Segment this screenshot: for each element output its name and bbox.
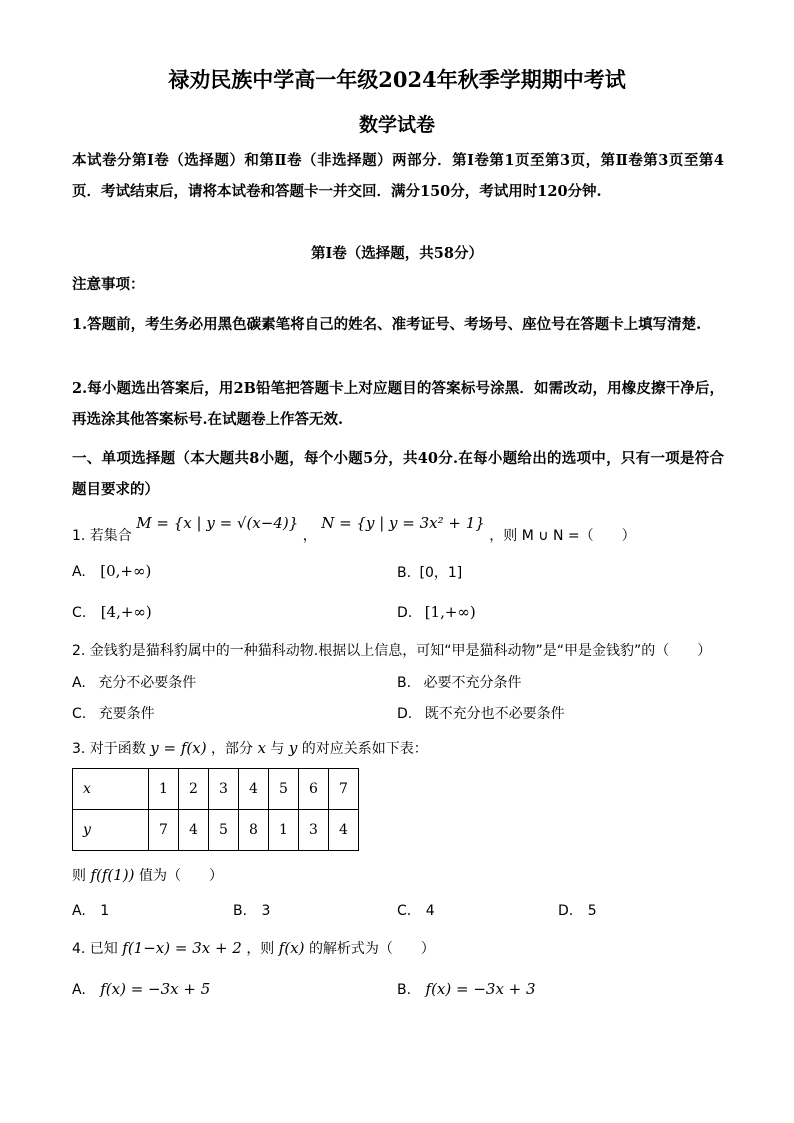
q3-option-a-value: 1: [100, 903, 110, 919]
table-cell: 5: [269, 769, 299, 810]
q1-option-d-value: [1,+∞): [424, 603, 476, 621]
question-2: 2. 金钱豹是猫科豹属中的一种猫科动物.根据以上信息，可知“甲是猫科动物”是“甲是金钱豹”的（ ）: [72, 643, 712, 659]
q3-ask-suffix: 值为（ ）: [138, 868, 223, 884]
q1-option-c-value: [4,+∞): [100, 603, 152, 621]
q3-option-d-label: D.: [558, 903, 574, 919]
q4-option-b-label: B.: [397, 982, 412, 998]
q3-table: [72, 768, 359, 851]
q2-option-a-label: A.: [72, 675, 86, 691]
q2-option-c-value: 充要条件: [98, 706, 155, 722]
q3-option-c-label: C.: [397, 903, 412, 919]
table-row: [73, 810, 359, 851]
q3-option-a[interactable]: [72, 903, 109, 919]
q1-option-c[interactable]: [72, 603, 152, 621]
q3-var-y: y: [288, 739, 298, 757]
q4-mid: ，则: [246, 941, 275, 957]
notes-item-2: 2.每小题选出答案后，用2B铅笔把答题卡上对应题目的答案标号涂黑．如需改动，用橡皮擦干净后，再选涂其他答案标号.在试题卷上作答无效.: [72, 380, 724, 428]
q3-option-c[interactable]: [397, 903, 435, 919]
q2-option-b-value: 必要不充分条件: [423, 675, 522, 691]
q2-option-a-value: 充分不必要条件: [98, 675, 197, 691]
q1-set-m: M = {x | y = √(x−4)}: [136, 514, 299, 532]
exam-intro: 本试卷分第Ⅰ卷（选择题）和第Ⅱ卷（非选择题）两部分．第Ⅰ卷第1页至第3页，第Ⅱ卷第3页至第4页．考试结束后，请将本试卷和答题卡一并交回．满分150分，考试用时120分钟.: [72, 152, 724, 200]
table-cell: 5: [209, 810, 239, 851]
q1-option-a[interactable]: [72, 562, 151, 580]
q3-option-b-label: B.: [233, 903, 248, 919]
notes-heading: 注意事项：: [72, 276, 145, 293]
exam-subtitle: 数学试卷: [358, 114, 435, 136]
q2-option-d[interactable]: [397, 703, 565, 723]
table-cell: 1: [149, 769, 179, 810]
q4-option-a-value: f(x) = −3x + 5: [100, 980, 211, 998]
q3-option-b-value: 3: [261, 903, 271, 919]
q1-prefix: 1. 若集合: [72, 528, 132, 544]
table-cell: 4: [239, 769, 269, 810]
q1-option-a-label: A.: [72, 564, 86, 580]
question-3: [72, 738, 428, 758]
q2-option-b-label: B.: [397, 675, 412, 691]
question-1: [72, 514, 636, 545]
table-cell: 1: [269, 810, 299, 851]
table-cell: 7: [149, 810, 179, 851]
q3-option-b[interactable]: [233, 903, 270, 919]
q4-option-b[interactable]: [397, 980, 536, 998]
notes-item-1: 1.答题前，考生务必用黑色碳素笔将自己的姓名、准考证号、考场号、座位号在答题卡上填写清楚.: [72, 316, 702, 333]
q1-option-d[interactable]: [397, 603, 476, 621]
q4-prefix: 4. 已知: [72, 941, 118, 957]
q4-fx: f(x): [278, 939, 305, 957]
table-cell: 6: [299, 769, 329, 810]
q1-option-b-label: B.: [397, 565, 412, 581]
q1-option-c-label: C.: [72, 605, 87, 621]
q4-option-b-value: f(x) = −3x + 3: [425, 980, 536, 998]
q3-ask-prefix: 则: [72, 868, 86, 884]
q3-stem-prefix: 3. 对于函数: [72, 741, 146, 757]
q2-option-c[interactable]: [72, 703, 155, 723]
q3-option-d-value: 5: [587, 903, 597, 919]
q2-option-a[interactable]: [72, 672, 196, 692]
q3-func: y = f(x): [150, 739, 207, 757]
question-4: [72, 938, 435, 958]
table-cell: 4: [179, 810, 209, 851]
q3-option-a-label: A.: [72, 903, 86, 919]
q4-option-a-label: A.: [72, 982, 86, 998]
table-header-x: x: [73, 769, 149, 810]
section1-heading: 一、单项选择题（本大题共8小题，每个小题5分，共40分.在每小题给出的选项中，只有一项是符合题目要求的）: [72, 450, 724, 498]
table-cell: 8: [239, 810, 269, 851]
q3-var-x: x: [257, 739, 266, 757]
q2-option-d-label: D.: [397, 706, 413, 722]
q1-option-b-value: [0，1]: [419, 565, 463, 581]
table-cell: 3: [299, 810, 329, 851]
q1-option-d-label: D.: [397, 605, 413, 621]
q3-option-c-value: 4: [425, 903, 435, 919]
table-cell: 2: [179, 769, 209, 810]
q4-option-a[interactable]: [72, 980, 210, 998]
q3-stem-and: 与: [270, 741, 285, 757]
q3-ask: [72, 865, 223, 885]
q2-option-c-label: C.: [72, 706, 87, 722]
part1-heading: 第Ⅰ卷（选择题，共58分）: [311, 245, 483, 262]
q1-ask: ，则 M ∪ N =（ ）: [489, 528, 636, 544]
q3-ask-expr: f(f(1)): [90, 866, 135, 884]
q2-option-d-value: 既不充分也不必要条件: [424, 706, 565, 722]
table-cell: 4: [329, 810, 359, 851]
table-cell: 7: [329, 769, 359, 810]
exam-title: 禄劝民族中学高一年级2024年秋季学期期中考试: [168, 67, 626, 92]
q1-option-b[interactable]: [397, 562, 462, 582]
q1-option-a-value: [0,+∞): [100, 562, 152, 580]
q1-sep: ，: [302, 528, 317, 544]
table-row: [73, 769, 359, 810]
q3-stem-suffix: 的对应关系如下表：: [301, 741, 428, 757]
q3-option-d[interactable]: [558, 903, 597, 919]
q4-given: f(1−x) = 3x + 2: [122, 939, 242, 957]
table-header-y: y: [73, 810, 149, 851]
q3-stem-mid: ，部分: [211, 741, 254, 757]
q4-suffix: 的解析式为（ ）: [308, 941, 435, 957]
q2-option-b[interactable]: [397, 672, 522, 692]
q1-set-n: N = {y | y = 3x² + 1}: [321, 514, 485, 532]
table-cell: 3: [209, 769, 239, 810]
